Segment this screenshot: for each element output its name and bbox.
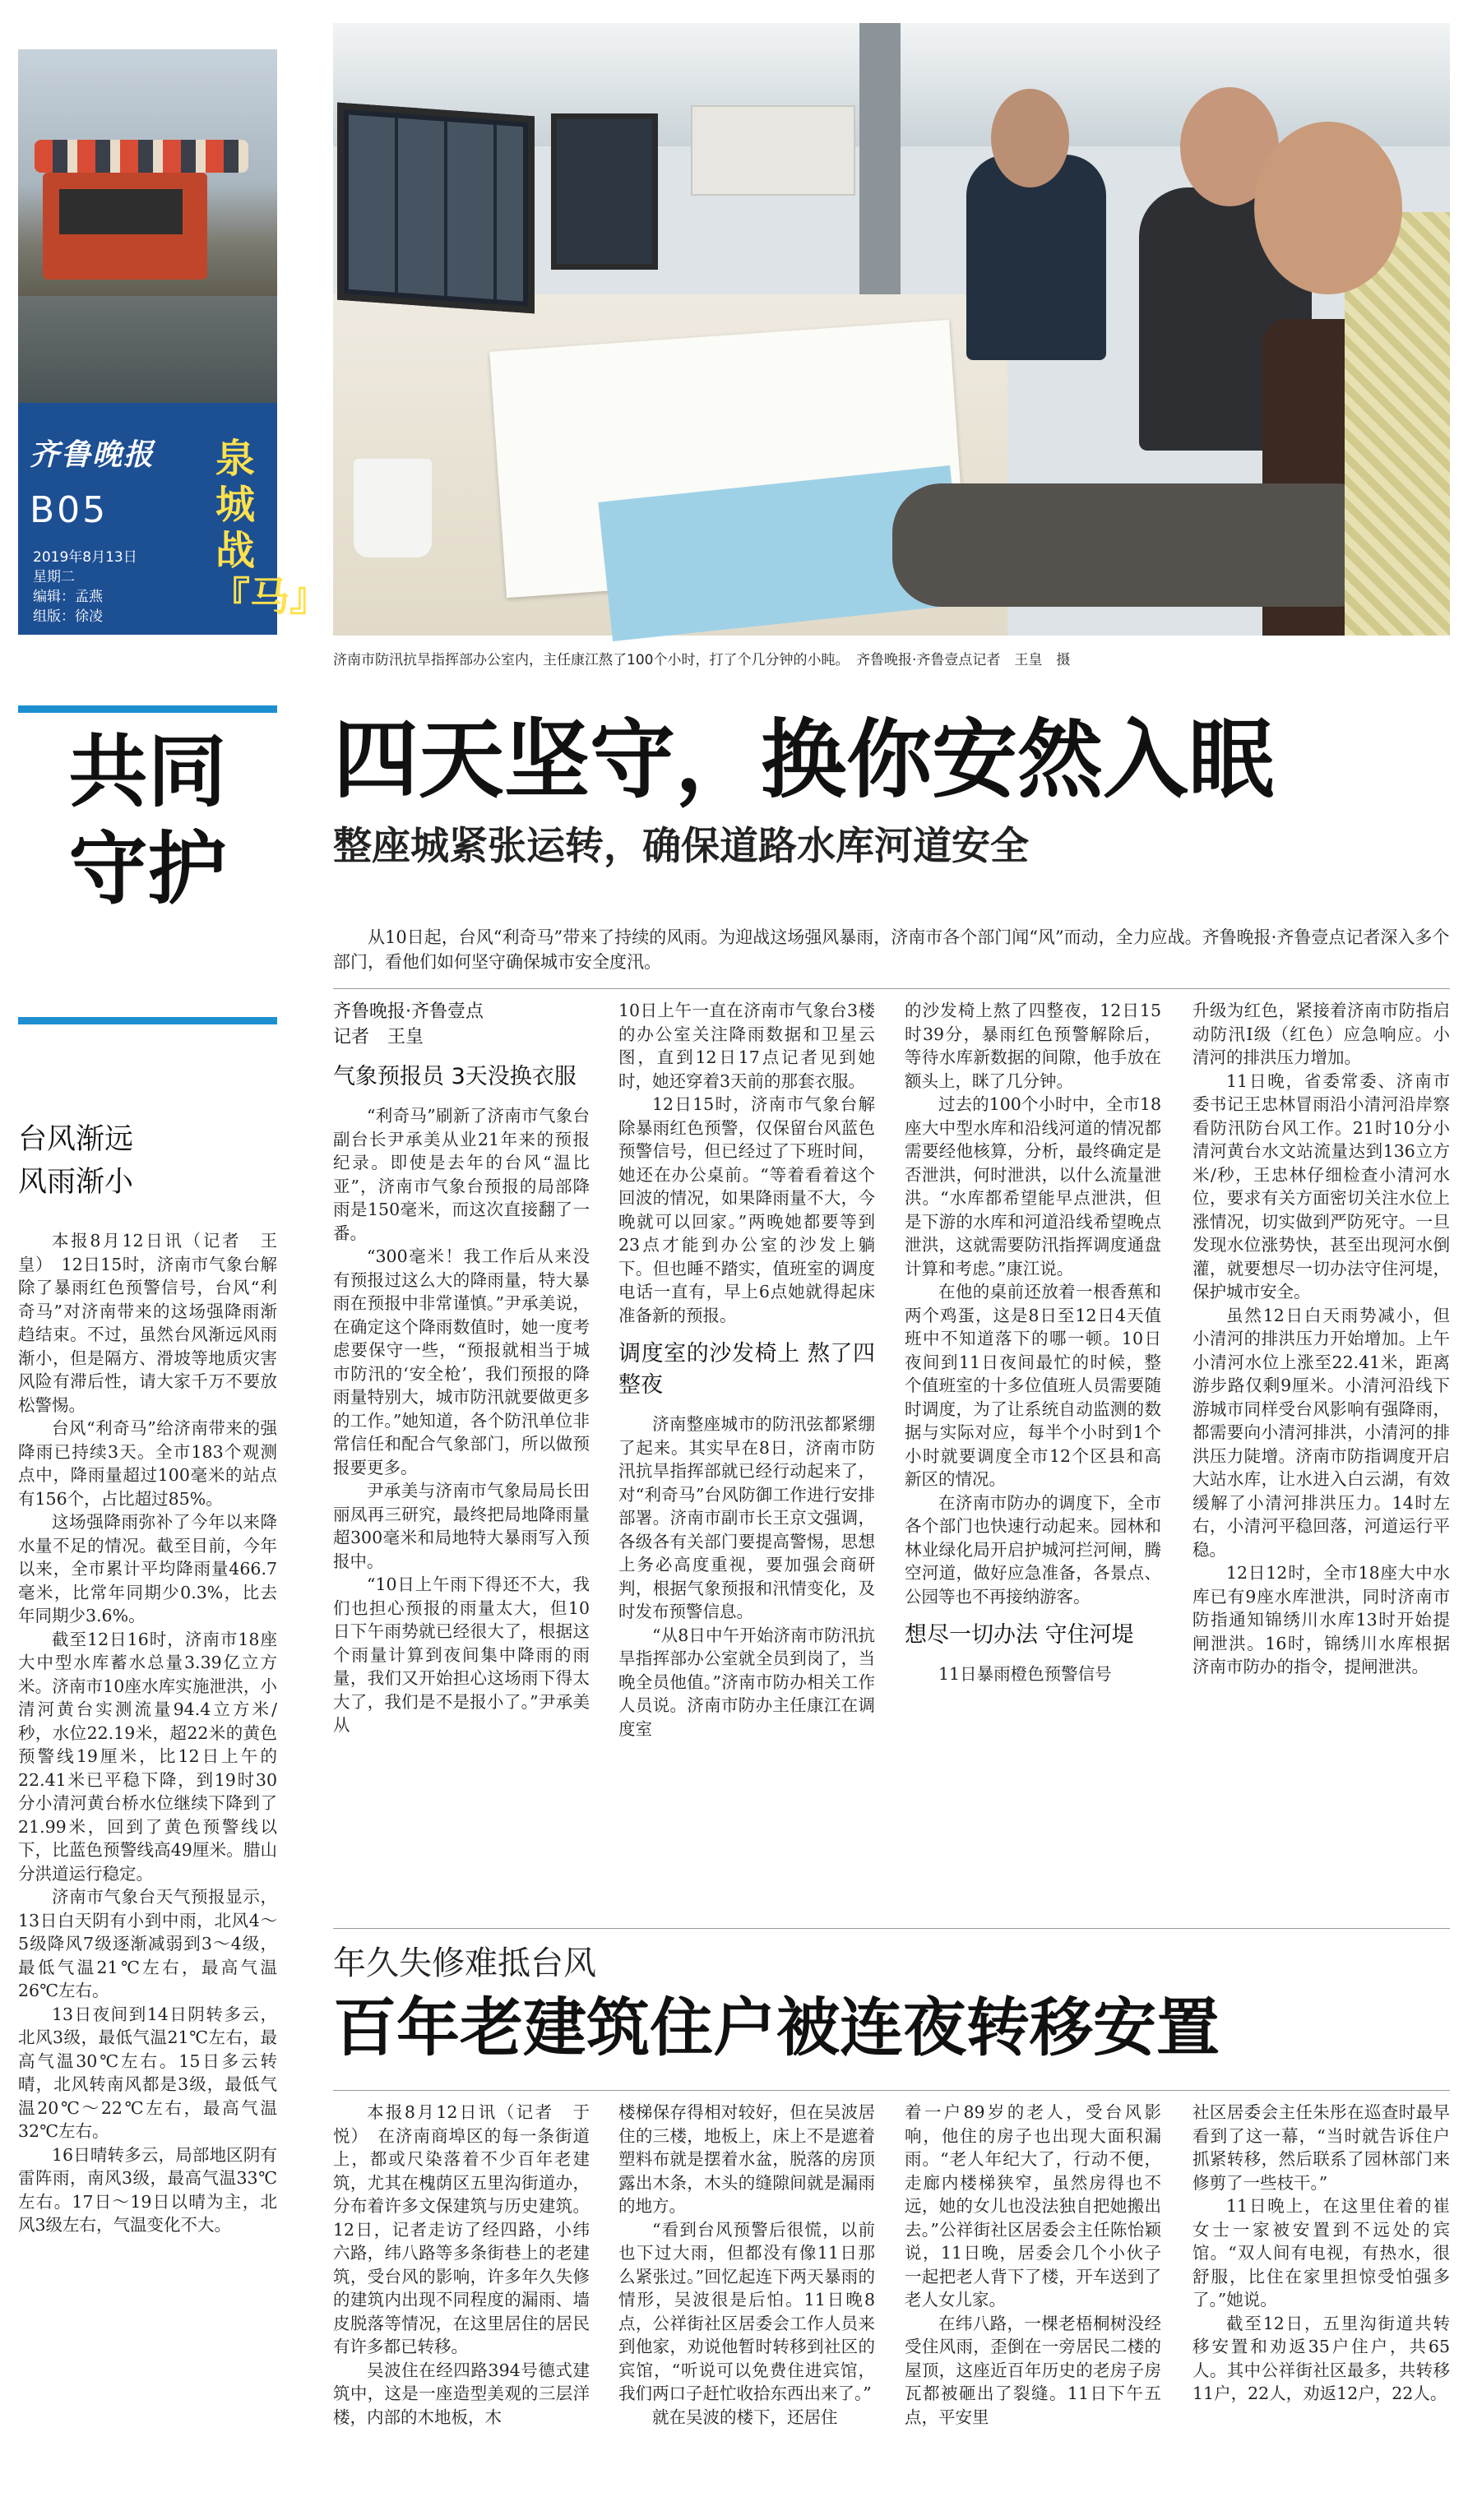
page-number: B05	[30, 489, 109, 531]
story1-headline: 四天坚守，换你安然入眠	[333, 710, 1275, 810]
lead-photo	[333, 23, 1450, 636]
bottom-rule	[18, 1017, 277, 1024]
lede-divider	[333, 988, 1450, 989]
byline-outlet: 齐鲁晚报·齐鲁壹点	[333, 1001, 484, 1022]
sidebar-body: 本报8月12日讯（记者 王皇） 12日15时，济南市气象台解除了暴雨红色预警信号，台风“利奇马”对济南带来的这场强降雨渐趋结束。不过，虽然台风渐远风雨渐小，但是隔方、滑坡等地质灾害风险有滞后性，请大家千万不要放松警惕。 台风“利奇马”给济南带来的强降雨已持续3天。全市183个观测点中，降雨量超过100毫米的站点有156个，占比超过85%。 这场强降雨弥补了今年以来降水量不足的情况。截至目前，今年以来，全市累计平均降雨量466.7毫米，比常年同期少0.3%，比去年同期少3.6%。 截至12日16时，济南市18座大中型水库蓄水总量3.39亿立方米。济南市10座水库实施泄洪，小清河黄台实测流量94.4立方米/秒，水位22.19米，超22米的黄色预警线19厘米，比12日上午的22.41米已平稳下降，到19时30分小清河黄台桥水位继续下降到了21.99米，回到了黄色预警线以下，比蓝色预警线高49厘米。腊山分洪道运行稳定。 济南市气象台天气预报显示，13日白天阴有小到中雨，北风4～5级降风7级逐渐减弱到3～4级，最低气温21℃左右，最高气温26℃左右。 13日夜间到14日阴转多云，北风3级，最低气温21℃左右，最高气温30℃左右。15日多云转晴，北风转南风都是3级，最低气温20℃～22℃左右，最高气温32℃左右。 16日晴转多云，局部地区阴有雷阵雨，南风3级，最高气温33℃左右。17日～19日以晴为主，北风3级左右，气温变化不大。	[18, 1231, 277, 2235]
story2-kicker: 年久失修难抵台风	[333, 1944, 596, 1982]
section-banner	[18, 724, 277, 918]
story2-column-3: 着一户89岁的老人，受台风影响，他住的房子也出现大面积漏雨。“老人年纪大了，行动不便，走廊内楼梯狭窄，虽然房得也不远，她的女儿也没法独自把她搬出去。”公祥街社区居委会主任陈怡颖说，11日晚，居委会几个小伙子一起把老人背下了楼，开车送到了老人女儿家。 在纬八路，一棵老梧桐树没经受住风雨，歪倒在一旁居民二楼的屋顶，这座近百年历史的老房子房瓦都被砸出了裂缝。11日下午五点，平安里	[905, 2102, 1161, 2427]
banner-line-1: 共同	[68, 726, 227, 818]
subhead-forecaster: 气象预报员 3天没换衣服	[333, 1064, 577, 1089]
story1-column-2: 10日上午一直在济南市气象台3楼的办公室关注降雨数据和卫星云图，直到12日17点记者见到她时，她还穿着3天前的那套衣服。 12日15时，济南市气象台解除暴雨红色预警，仅保留台风蓝色预警信号，但已经过了下班时间，她还在办公桌前。“等着看着这个回波的情况，如果降雨量不大，今晚就可以回家。”两晚她都要等到23点才能到办公室的沙发上躺下。但也睡不踏实，值班室的调度电话一直有，早上6点她就得起床准备新的预报。 调度室的沙发椅上 熬了四整夜 济南整座城市的防汛弦都紧绷了起来。其实早在8日，济南市防汛抗旱指挥部就已经行动起来了，对“利奇马”台风防御工作进行安排部署。济南市副市长王京文强调，各级各有关部门要提高警惕，思想上务必高度重视，要加强会商研判，根据气象预报和汛情变化，及时发布预警信息。 “从8日中午开始济南市防汛抗旱指挥部办公室就全员到岗了，当晚全员他值。”济南市防办相关工作人员说。济南市防办主任康江在调度室	[618, 1001, 875, 1739]
story2-column-4: 社区居委会主任朱彤在巡查时最早看到了这一幕，“当时就告诉住户抓紧转移，然后联系了园林部门来修剪了一些枝干。” 11日晚上，在这里住着的崔女士一家被安置到不远处的宾馆。“双人间有电视，有热水，很舒服，比住在家里担惊受怕强多了。”她说。 截至12日，五里沟街道共转移安置和劝返35户住户，共65人。其中公祥街社区最多，共转移11户，22人，劝返12户，22人。	[1192, 2102, 1450, 2403]
issue-weekday: 星期二	[33, 569, 75, 585]
masthead	[18, 49, 330, 635]
section-title: 泉城战『马』	[211, 436, 330, 620]
newspaper-logo: 齐鲁晚报	[30, 437, 155, 472]
issue-meta	[33, 548, 137, 627]
subhead-riverbank: 想尽一切办法 守住河堤	[905, 1622, 1134, 1648]
story-divider	[333, 1928, 1450, 1929]
issue-date: 2019年8月13日	[33, 549, 137, 566]
photo-caption: 济南市防汛抗旱指挥部办公室内，主任康江熬了100个小时，打了个几分钟的小盹。 齐鲁晚报·齐鲁壹点记者 王皇 摄	[333, 652, 1071, 668]
byline-reporter: 记者 王皇	[333, 1027, 424, 1047]
banner-line-2: 守护	[68, 823, 227, 915]
story1-column-1: 齐鲁晚报·齐鲁壹点 记者 王皇 气象预报员 3天没换衣服 “利奇马”刷新了济南市气象台副台长尹承美从业21年来的预报纪录。即使是去年的台风“温比亚”，济南市气象台预报的局部降雨是150毫米，而这次直接翻了一番。 “300毫米！我工作后从来没有预报过这么大的降雨量，特大暴雨在预报中非常谨慎。”尹承美说，在确定这个降雨数值时，她一度考虑要保守一些，“预报就相当于城市防汛的‘安全枪’，我们预报的降雨量特别大，城市防汛就要做更多的工作。”她知道，各个防汛单位非常信任和配合气象部门，所以做预报要更多。 尹承美与济南市气象局局长田丽凤再三研究，最终把局地降雨量超300毫米和局地特大暴雨写入预报中。 “10日上午雨下得还不大，我们也担心预报的雨量太大，但10日下午雨势就已经很大了，根据这个雨量计算到夜间集中降雨的雨量，我们又开始担心这场雨下得太大了，我们是不是报小了。”尹承美从	[333, 999, 590, 1912]
top-rule	[18, 705, 277, 713]
story1-column-4: 升级为红色，紧接着济南市防指启动防汛Ⅰ级（红色）应急响应。小清河的排洪压力增加。 11日晚，省委常委、济南市委书记王忠林冒雨沿小清河沿岸察看防汛防台风工作。21时10分小清河黄台水文站流量达到136立方米/秒，王忠林仔细检查小清河水位，要求有关方面密切关注水位上涨情况，切实做到严防死守。一旦发现水位涨势快，甚至出现河水倒灌，就要想尽一切办法守住河堤，保护城市安全。 虽然12日白天雨势减小，但小清河的排洪压力开始增加。上午小清河水位上涨至22.41米，距离游步路仅剩9厘米。小清河沿线下游城市同样受台风影响有强降雨，都需要向小清河排洪，小清河的排洪压力陡增。济南市防指调度开启大站水库，让水进入白云湖，有效缓解了小清河排洪压力。14时左右，小清河平稳回落，河道运行平稳。 12日12时，全市18座大中水库已有9座水库泄洪，同时济南市防指通知锦绣川水库13时开始提闸泄洪。16时，锦绣川水库根据济南市防办的指令，提闸泄洪。	[1192, 1001, 1450, 1676]
sidebar-headline: 台风渐远 风雨渐小	[18, 1123, 134, 1199]
layout-credit: 组版：徐凌	[33, 608, 103, 625]
editor-credit: 编辑：孟燕	[33, 589, 103, 605]
story2-column-2: 楼梯保存得相对较好，但在吴波居住的三楼，地板上，床上不是遮着塑料布就是摆着水盆，脱落的房顶露出木条，木头的缝隙间就是漏雨的地方。 “看到台风预警后很慌，以前也下过大雨，但都没有像11日那么紧张过。”回忆起连下两天暴雨的情形，吴波很是后怕。11日晚8点，公祥街社区居委会工作人员来到他家，劝说他暂时转移到社区的宾馆，“听说可以免费住进宾馆，我们两口子赶忙收拾东西出来了。” 就在吴波的楼下，还居住	[618, 2102, 875, 2427]
story2-column-1: 本报8月12日讯（记者 于悦） 在济南商埠区的每一条街道上，都或尺染落着不少百年老建筑，尤其在槐荫区五里沟街道办，分布着许多文保建筑与历史建筑。12日，记者走访了经四路，小纬六路，纬八路等多条街巷上的老建筑，受台风的影响，许多年久失修的建筑内出现不同程度的漏雨、墙皮脱落等情况，在这里居住的居民有许多都已转移。 吴波住在经四路394号德式建筑中，这是一座造型美观的三层洋楼，内部的木地板，木	[333, 2102, 590, 2427]
story2-headline: 百年老建筑住户被连夜转移安置	[333, 1992, 1220, 2065]
story1-lede: 从10日起，台风“利奇马”带来了持续的风雨。为迎战这场强风暴雨，济南市各个部门闻“风”而动，全力应战。齐鲁晚报·齐鲁壹点记者深入多个部门，看他们如何坚守确保城市安全度汛。	[333, 927, 1450, 972]
story1-column-3: 的沙发椅上熬了四整夜，12日15时39分，暴雨红色预警解除后，等待水库新数据的间隙，他手放在额头上，眯了几分钟。 过去的100个小时中，全市18座大中型水库和沿线河道的情况都需要经他核算，分析，最终确定是否泄洪，何时泄洪，以什么流量泄洪。“水库都希望能早点泄洪，但是下游的水库和河道沿线希望晚点泄洪，这就需要防汛指挥调度通盘计算和考虑。”康江说。 在他的桌前还放着一根香蕉和两个鸡蛋，这是8日至12日4天值班中不知道落下的哪一顿。10日夜间到11日夜间最忙的时候，整个值班室的十多位值班人员需要随时调度，为了让系统自动监测的数据与实际对应，每半个小时到1个小时就要调度全市12个区县和高新区的情况。 在济南市防办的调度下，全市各个部门也快速行动起来。园林和林业绿化局开启护城河拦河闸，腾空河道，做好应急准备，各景点、公园等也不再接纳游客。 想尽一切办法 守住河堤 11日暴雨橙色预警信号	[905, 1001, 1161, 1684]
story1-subheadline: 整座城紧张运转，确保道路水库河道安全	[333, 824, 1029, 869]
story2-rule	[333, 2090, 1450, 2091]
masthead-photo	[18, 49, 277, 403]
subhead-dispatch-room: 调度室的沙发椅上 熬了四整夜	[618, 1341, 875, 1398]
